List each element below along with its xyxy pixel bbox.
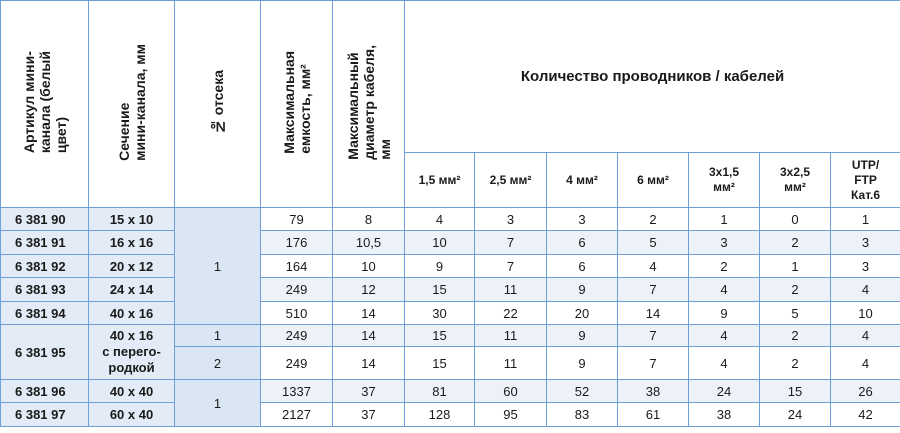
subheader-cell: UTP/ FTP Кат.6 xyxy=(831,153,900,208)
count-cell: 2 xyxy=(760,278,831,302)
count-cell: 4 xyxy=(689,325,760,347)
compartment-cell: 1 xyxy=(175,208,261,325)
capacity-cell: 249 xyxy=(261,325,333,347)
article-cell: 6 381 93 xyxy=(1,278,89,302)
diameter-cell: 14 xyxy=(333,347,405,380)
count-cell: 1 xyxy=(760,255,831,278)
count-cell: 9 xyxy=(547,278,618,302)
count-cell: 2 xyxy=(689,255,760,278)
count-cell: 4 xyxy=(689,347,760,380)
count-cell: 6 xyxy=(547,255,618,278)
article-cell: 6 381 95 xyxy=(1,325,89,380)
article-cell: 6 381 96 xyxy=(1,380,89,403)
count-cell: 3 xyxy=(689,231,760,255)
capacity-cell: 2127 xyxy=(261,403,333,427)
count-cell: 38 xyxy=(618,380,689,403)
compartment-cell: 1 xyxy=(175,380,261,427)
capacity-cell: 510 xyxy=(261,302,333,325)
count-cell: 6 xyxy=(547,231,618,255)
count-cell: 30 xyxy=(405,302,475,325)
count-cell: 9 xyxy=(547,347,618,380)
count-cell: 20 xyxy=(547,302,618,325)
count-cell: 11 xyxy=(475,347,547,380)
subheader-cell: 1,5 мм² xyxy=(405,153,475,208)
table-row xyxy=(1,231,900,255)
count-cell: 11 xyxy=(475,325,547,347)
count-cell: 14 xyxy=(618,302,689,325)
count-cell: 81 xyxy=(405,380,475,403)
diameter-cell: 12 xyxy=(333,278,405,302)
article-cell: 6 381 97 xyxy=(1,403,89,427)
count-cell: 5 xyxy=(760,302,831,325)
count-cell: 22 xyxy=(475,302,547,325)
count-cell: 1 xyxy=(689,208,760,231)
diameter-cell: 10,5 xyxy=(333,231,405,255)
count-cell: 15 xyxy=(405,347,475,380)
count-cell: 2 xyxy=(760,347,831,380)
section-cell: 16 х 16 xyxy=(89,231,175,255)
header-capacity-text: Максимальная емкость, мм² xyxy=(280,51,313,154)
count-cell: 7 xyxy=(618,347,689,380)
count-cell: 7 xyxy=(618,325,689,347)
subheader-cell: 3х1,5 мм² xyxy=(689,153,760,208)
diameter-cell: 8 xyxy=(333,208,405,231)
compartment-cell: 2 xyxy=(175,347,261,380)
count-cell: 52 xyxy=(547,380,618,403)
count-cell: 3 xyxy=(831,255,900,278)
count-cell: 1 xyxy=(831,208,900,231)
count-cell: 3 xyxy=(831,231,900,255)
count-cell: 60 xyxy=(475,380,547,403)
capacity-cell: 79 xyxy=(261,208,333,231)
count-cell: 4 xyxy=(618,255,689,278)
table-row xyxy=(1,255,900,278)
section-cell: 15 х 10 xyxy=(89,208,175,231)
count-cell: 4 xyxy=(831,325,900,347)
table-row xyxy=(1,208,900,231)
header-diameter xyxy=(333,1,405,208)
article-cell: 6 381 92 xyxy=(1,255,89,278)
header-conductors-title: Количество проводников / кабелей xyxy=(405,1,900,153)
count-cell: 42 xyxy=(831,403,900,427)
count-cell: 11 xyxy=(475,278,547,302)
count-cell: 4 xyxy=(831,347,900,380)
diameter-cell: 37 xyxy=(333,380,405,403)
capacity-cell: 249 xyxy=(261,278,333,302)
count-cell: 2 xyxy=(760,325,831,347)
table-row xyxy=(1,278,900,302)
count-cell: 24 xyxy=(689,380,760,403)
section-cell: 20 х 12 xyxy=(89,255,175,278)
section-cell: 60 х 40 xyxy=(89,403,175,427)
subheader-cell: 4 мм² xyxy=(547,153,618,208)
count-cell: 0 xyxy=(760,208,831,231)
count-cell: 9 xyxy=(689,302,760,325)
count-cell: 10 xyxy=(831,302,900,325)
count-cell: 15 xyxy=(405,278,475,302)
article-cell: 6 381 91 xyxy=(1,231,89,255)
count-cell: 7 xyxy=(475,255,547,278)
header-diameter-text: Максимальный диаметр кабеля, мм xyxy=(344,45,393,160)
count-cell: 2 xyxy=(760,231,831,255)
capacity-cell: 1337 xyxy=(261,380,333,403)
count-cell: 15 xyxy=(405,325,475,347)
header-compartment xyxy=(175,1,261,208)
section-cell: 24 х 14 xyxy=(89,278,175,302)
header-article-text: Артикул мини- канала (белый цвет) xyxy=(20,51,69,154)
count-cell: 38 xyxy=(689,403,760,427)
header-section-text: Сечение мини-канала, мм xyxy=(115,44,148,161)
compartment-cell: 1 xyxy=(175,325,261,347)
diameter-cell: 37 xyxy=(333,403,405,427)
article-cell: 6 381 90 xyxy=(1,208,89,231)
capacity-cell: 176 xyxy=(261,231,333,255)
count-cell: 95 xyxy=(475,403,547,427)
capacity-cell: 164 xyxy=(261,255,333,278)
diameter-cell: 14 xyxy=(333,325,405,347)
count-cell: 128 xyxy=(405,403,475,427)
count-cell: 26 xyxy=(831,380,900,403)
count-cell: 9 xyxy=(547,325,618,347)
count-cell: 3 xyxy=(547,208,618,231)
section-cell: 40 х 16 с перего- родкой xyxy=(89,325,175,380)
count-cell: 2 xyxy=(618,208,689,231)
header-compartment-text: № отсека xyxy=(209,69,226,136)
count-cell: 9 xyxy=(405,255,475,278)
count-cell: 61 xyxy=(618,403,689,427)
count-cell: 83 xyxy=(547,403,618,427)
count-cell: 10 xyxy=(405,231,475,255)
count-cell: 5 xyxy=(618,231,689,255)
subheader-cell: 3х2,5 мм² xyxy=(760,153,831,208)
section-cell: 40 х 16 xyxy=(89,302,175,325)
count-cell: 4 xyxy=(689,278,760,302)
table-row xyxy=(1,403,900,427)
count-cell: 7 xyxy=(475,231,547,255)
count-cell: 7 xyxy=(618,278,689,302)
header-section xyxy=(89,1,175,208)
section-cell: 40 х 40 xyxy=(89,380,175,403)
diameter-cell: 14 xyxy=(333,302,405,325)
table-row xyxy=(1,380,900,403)
article-cell: 6 381 94 xyxy=(1,302,89,325)
table-row xyxy=(1,302,900,325)
diameter-cell: 10 xyxy=(333,255,405,278)
count-cell: 4 xyxy=(831,278,900,302)
subheader-cell: 2,5 мм² xyxy=(475,153,547,208)
count-cell: 24 xyxy=(760,403,831,427)
capacity-cell: 249 xyxy=(261,347,333,380)
table-row xyxy=(1,325,900,347)
subheader-cell: 6 мм² xyxy=(618,153,689,208)
header-article xyxy=(1,1,89,208)
count-cell: 4 xyxy=(405,208,475,231)
count-cell: 15 xyxy=(760,380,831,403)
count-cell: 3 xyxy=(475,208,547,231)
header-capacity xyxy=(261,1,333,208)
